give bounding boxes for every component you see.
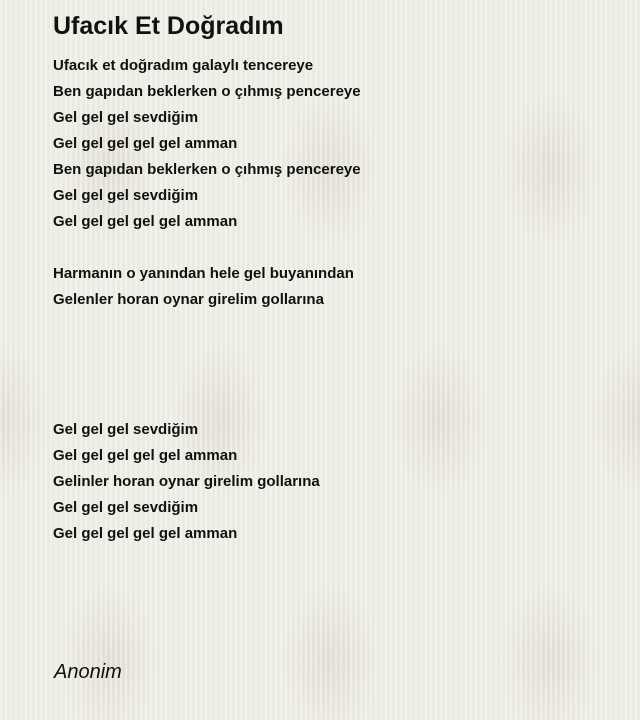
poem-line: Gel gel gel gel gel amman xyxy=(53,135,238,152)
poem-line: Harmanın o yanından hele gel buyanından xyxy=(53,265,354,282)
poem-body xyxy=(53,53,623,547)
stanza-break xyxy=(53,365,623,391)
poem-author: Anonim xyxy=(54,661,122,683)
poem-line: Gelenler horan oynar girelim gollarına xyxy=(53,291,324,308)
poem-line: Gel gel gel sevdiğim xyxy=(53,187,199,204)
poem-line: Gel gel gel sevdiğim xyxy=(53,421,199,438)
poem-container xyxy=(53,10,623,547)
poem-title: Ufacık Et Doğradım xyxy=(53,12,284,40)
stanza-break xyxy=(53,313,623,339)
poem-line: Ben gapıdan beklerken o çıhmış pencereye xyxy=(53,161,361,178)
stanza-break xyxy=(53,391,623,417)
poem-line: Gel gel gel gel gel amman xyxy=(53,447,238,464)
poem-line: Gel gel gel gel gel amman xyxy=(53,213,238,230)
stanza-break xyxy=(53,339,623,365)
poem-line: Gel gel gel sevdiğim xyxy=(53,109,199,126)
poem-line: Ben gapıdan beklerken o çıhmış pencereye xyxy=(53,83,361,100)
poem-line: Ufacık et doğradım galaylı tencereye xyxy=(53,57,314,74)
stanza-break xyxy=(53,235,623,261)
poem-line: Gelinler horan oynar girelim gollarına xyxy=(53,473,320,490)
poem-line: Gel gel gel gel gel amman xyxy=(53,525,238,542)
poem-line: Gel gel gel sevdiğim xyxy=(53,499,199,516)
